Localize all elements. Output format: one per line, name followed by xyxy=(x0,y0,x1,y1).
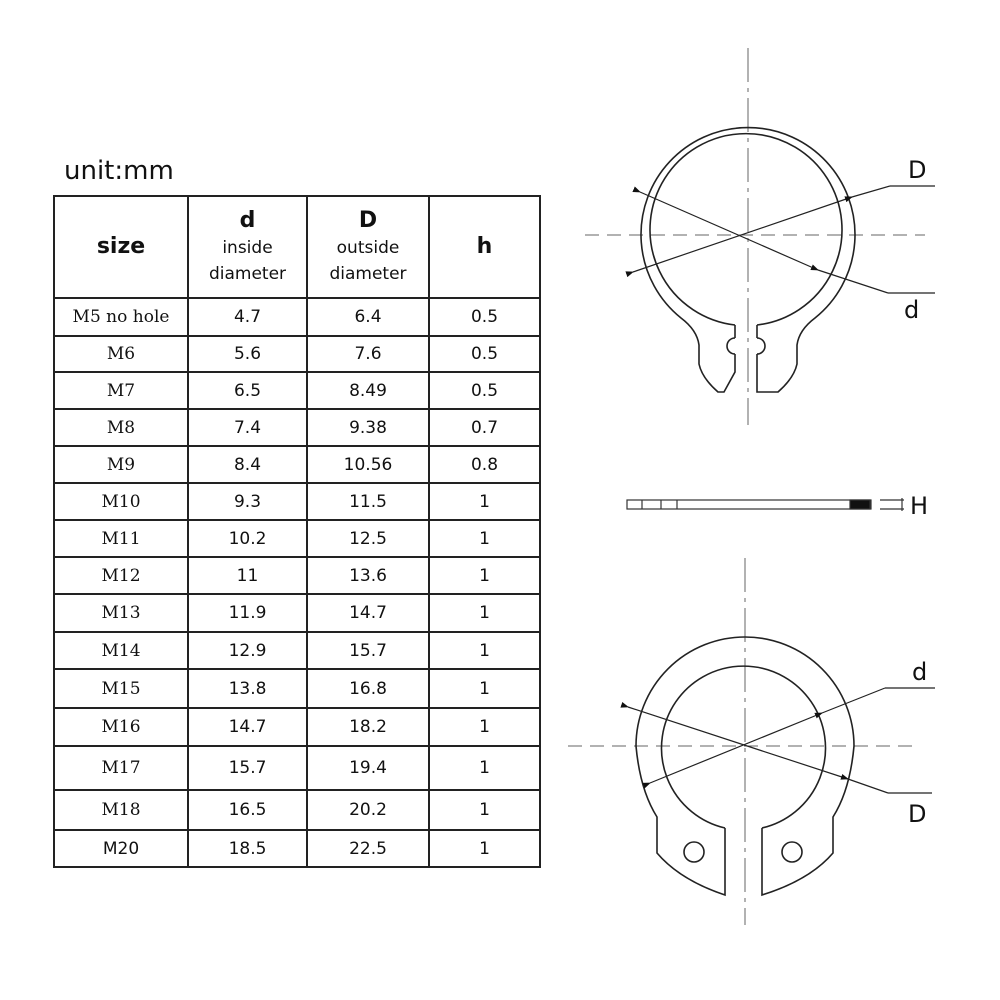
cell-h: 1 xyxy=(429,708,540,746)
cell-size: M13 xyxy=(54,594,188,632)
cell-outer-d: 6.4 xyxy=(307,298,429,336)
cell-outer-d: 18.2 xyxy=(307,708,429,746)
cell-h: 1 xyxy=(429,790,540,830)
cell-outer-d: 12.5 xyxy=(307,520,429,557)
bottom-outer-diameter-label: D xyxy=(908,800,927,828)
cell-size: M8 xyxy=(54,409,188,446)
cell-outer-d: 16.8 xyxy=(307,669,429,708)
cell-size: M20 xyxy=(54,830,188,867)
cell-inner-d: 11.9 xyxy=(188,594,307,632)
cell-h: 0.5 xyxy=(429,336,540,372)
cell-outer-d: 15.7 xyxy=(307,632,429,669)
cell-h: 1 xyxy=(429,557,540,594)
header-outside-diameter: D outside diameter xyxy=(307,196,429,298)
header-inside-diameter: d inside diameter xyxy=(188,196,307,298)
cell-inner-d: 10.2 xyxy=(188,520,307,557)
cell-outer-d: 10.56 xyxy=(307,446,429,483)
thickness-label: H xyxy=(910,492,929,520)
cell-h: 1 xyxy=(429,669,540,708)
cell-outer-d: 22.5 xyxy=(307,830,429,867)
cell-inner-d: 16.5 xyxy=(188,790,307,830)
cell-inner-d: 8.4 xyxy=(188,446,307,483)
cell-h: 1 xyxy=(429,483,540,520)
cell-outer-d: 13.6 xyxy=(307,557,429,594)
cell-h: 0.7 xyxy=(429,409,540,446)
cell-h: 0.5 xyxy=(429,298,540,336)
cell-inner-d: 14.7 xyxy=(188,708,307,746)
cell-h: 1 xyxy=(429,520,540,557)
bottom-inner-diameter-label: d xyxy=(912,658,928,686)
cell-inner-d: 9.3 xyxy=(188,483,307,520)
cell-outer-d: 14.7 xyxy=(307,594,429,632)
cell-outer-d: 9.38 xyxy=(307,409,429,446)
cell-inner-d: 15.7 xyxy=(188,746,307,790)
cell-inner-d: 7.4 xyxy=(188,409,307,446)
cell-inner-d: 5.6 xyxy=(188,336,307,372)
cell-size: M14 xyxy=(54,632,188,669)
cell-inner-d: 11 xyxy=(188,557,307,594)
cell-size: M15 xyxy=(54,669,188,708)
header-size: size xyxy=(54,196,188,298)
cell-size: M5 no hole xyxy=(54,298,188,336)
cell-size: M12 xyxy=(54,557,188,594)
top-outer-diameter-label: D xyxy=(908,156,927,184)
cell-outer-d: 20.2 xyxy=(307,790,429,830)
cell-inner-d: 13.8 xyxy=(188,669,307,708)
cell-h: 1 xyxy=(429,830,540,867)
cell-size: M9 xyxy=(54,446,188,483)
cell-h: 1 xyxy=(429,632,540,669)
cell-size: M18 xyxy=(54,790,188,830)
cell-size: M7 xyxy=(54,372,188,409)
cell-h: 1 xyxy=(429,746,540,790)
cell-size: M16 xyxy=(54,708,188,746)
cell-outer-d: 19.4 xyxy=(307,746,429,790)
cell-h: 0.8 xyxy=(429,446,540,483)
unit-label: unit:mm xyxy=(64,156,174,186)
top-inner-diameter-label: d xyxy=(904,296,920,324)
top-circlip-diagram xyxy=(585,48,935,425)
cell-size: M11 xyxy=(54,520,188,557)
cell-inner-d: 18.5 xyxy=(188,830,307,867)
cell-h: 0.5 xyxy=(429,372,540,409)
cell-size: M6 xyxy=(54,336,188,372)
cell-outer-d: 7.6 xyxy=(307,336,429,372)
side-view-diagram xyxy=(627,498,904,511)
cell-inner-d: 12.9 xyxy=(188,632,307,669)
cell-h: 1 xyxy=(429,594,540,632)
cell-inner-d: 6.5 xyxy=(188,372,307,409)
cell-inner-d: 4.7 xyxy=(188,298,307,336)
header-thickness: h xyxy=(429,196,540,298)
bottom-circlip-diagram xyxy=(568,558,935,925)
cell-outer-d: 8.49 xyxy=(307,372,429,409)
cell-outer-d: 11.5 xyxy=(307,483,429,520)
cell-size: M17 xyxy=(54,746,188,790)
cell-size: M10 xyxy=(54,483,188,520)
